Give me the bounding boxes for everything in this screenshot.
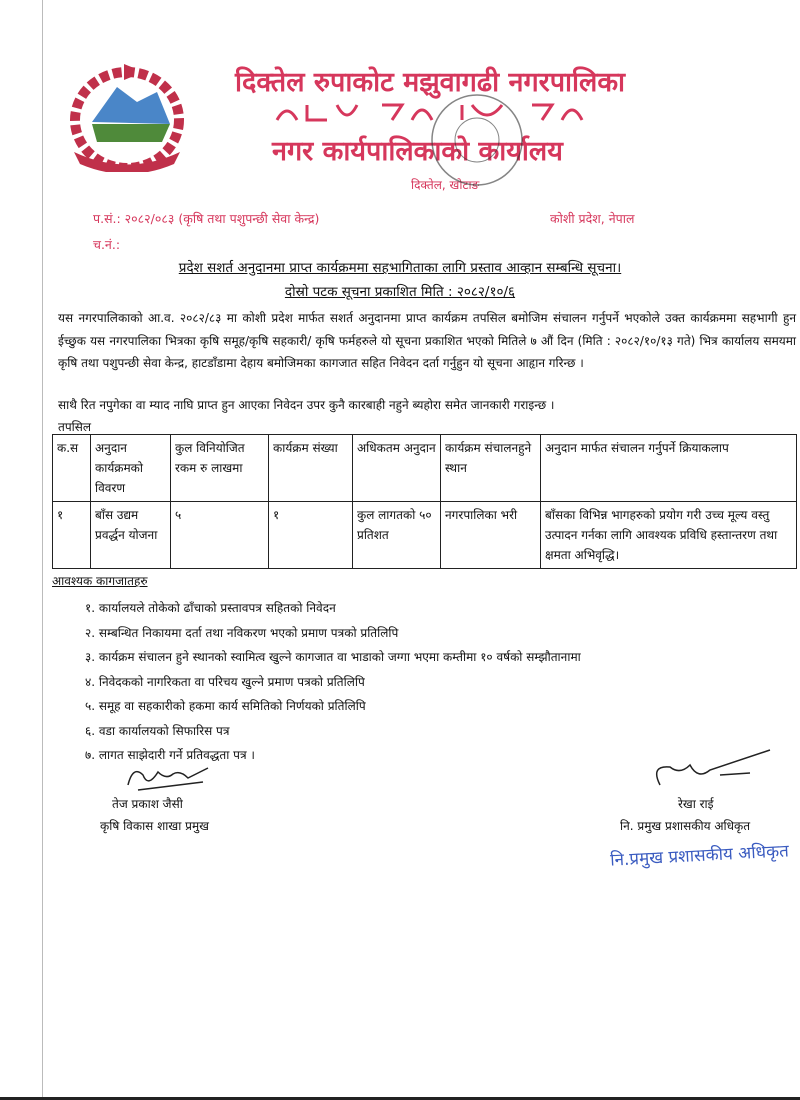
table-cell: १ <box>269 502 353 569</box>
list-item: ५. समूह वा सहकारीको हकमा कार्य समितिको निर्णयको प्रतिलिपि <box>85 699 366 713</box>
table-cell: ५ <box>171 502 269 569</box>
table-header: अधिकतम अनुदान <box>353 435 441 502</box>
notice-subtitle: दोस्रो पटक सूचना प्रकाशित मिति : २०८२/१०/६ <box>284 284 516 300</box>
office-name: नगर कार्यपालिकाको कार्यालय <box>272 136 563 167</box>
office-seal-stamp <box>425 90 530 190</box>
table-header: कार्यक्रम संख्या <box>269 435 353 502</box>
province: कोशी प्रदेश, नेपाल <box>550 211 635 226</box>
table-cell: बाँस उद्यम प्रवर्द्धन योजना <box>91 502 171 569</box>
documents-list <box>85 596 581 768</box>
list-item: ७. लागत साझेदारी गर्ने प्रतिवद्धता पत्र । <box>85 748 255 762</box>
signatory-right-name: रेखा राई <box>678 797 714 811</box>
notice-title: प्रदेश सशर्त अनुदानमा प्राप्त कार्यक्रममा सहभागिताका लागि प्रस्ताव आव्हान सम्बन्धि सूचना। <box>178 260 622 276</box>
nepal-emblem-icon <box>62 62 192 172</box>
table-cell: नगरपालिका भरी <box>441 502 541 569</box>
table-header: अनुदान मार्फत संचालन गर्नुपर्ने क्रियाकलाप <box>541 435 797 502</box>
list-item: ४. निवेदकको नागरिकता वा परिचय खुल्ने प्रमाण पत्रको प्रतिलिपि <box>85 674 365 689</box>
notice-body-2: साथै रित नपुगेका वा म्याद नाघि प्राप्त हुन आएका निवेदन उपर कुनै कारबाही नहुने ब्यहोरा समेत जानकारी गराइन्छ । <box>58 398 555 412</box>
table-header: कुल विनियोजित रकम रु लाखमा <box>171 435 269 502</box>
list-item: ३. कार्यक्रम संचालन हुने स्थानको स्वामित्व खुल्ने कागजात वा भाडाको जग्गा भएमा कम्तीमा १० वर्षको सम्झौतानामा <box>85 650 581 664</box>
schedule-label: तपसिल <box>58 420 92 434</box>
table-header: क.स <box>53 435 91 502</box>
table-cell: १ <box>53 502 91 569</box>
list-item: २. सम्बन्धित निकायमा दर्ता तथा नविकरण भएको प्रमाण पत्रको प्रतिलिपि <box>85 625 399 640</box>
table-header: कार्यक्रम संचालनहुने स्थान <box>441 435 541 502</box>
designation-stamp: नि.प्रमुख प्रशासकीय अधिकृत <box>609 841 790 871</box>
notice-body: यस नगरपालिकाको आ.व. २०८२/८३ मा कोशी प्रदेश मार्फत सशर्त अनुदानमा प्राप्त कार्यक्रम तपसिल बमोजिम संचालन गर्नुपर्ने भएकोले उक्त कार्यक्रममा सहभागी हुन ईच्छुक यस नगरपालिका भित्रका कृषि समूह/कृषि सहकारी/ कृषि फर्महरुले यो सूचना प्रकाशित भएको मितिले ७ औं दिन (मिति : २०८२/१०/१३ गते) भित्र कार्यालय समयमा कृषि तथा पशुपन्छी सेवा केन्द्र, हाटडाँडामा देहाय बमोजिमका कागजात सहित निवेदन दर्ता गर्नुहुन यो सूचना आहृान गरिन्छ । <box>58 311 796 370</box>
list-item: ६. वडा कार्यालयको सिफारिस पत्र <box>85 723 230 738</box>
address: दिक्तेल, खोटाङ <box>411 178 480 192</box>
scan-edge <box>42 0 43 1100</box>
municipality-name: दिक्तेल रुपाकोट मझुवागढी नगरपालिका <box>235 67 626 98</box>
signatory-right-title: नि. प्रमुख प्रशासकीय अधिकृत <box>620 819 751 833</box>
list-item: १. कार्यालयले तोकेको ढाँचाको प्रस्तावपत्र सहितको निवेदन <box>85 601 336 615</box>
table-cell: कुल लागतको ५० प्रतिशत <box>353 502 441 569</box>
table-header: अनुदान कार्यक्रमको विवरण <box>91 435 171 502</box>
table-header-row <box>53 435 797 502</box>
signature-right <box>640 745 780 795</box>
dispatch-number: च.नं.: <box>93 237 121 252</box>
signatory-left-name: तेज प्रकाश जैसी <box>112 797 183 811</box>
signature-left <box>118 760 218 796</box>
table-row <box>53 502 797 569</box>
schedule-table <box>52 434 797 569</box>
documents-title: आवश्यक कागजातहरु <box>52 574 148 588</box>
table-cell: बाँसका विभिन्न भागहरुको प्रयोग गरी उच्च मूल्य वस्तु उत्पादन गर्नका लागि आवश्यक प्रविधि हस्तान्तरण तथा क्षमता अभिवृद्धि। <box>541 502 797 569</box>
reference-number: प.सं.: २०८२/०८३ (कृषि तथा पशुपन्छी सेवा केन्द्र) <box>93 211 320 226</box>
signatory-left-title: कृषि विकास शाखा प्रमुख <box>100 819 209 833</box>
